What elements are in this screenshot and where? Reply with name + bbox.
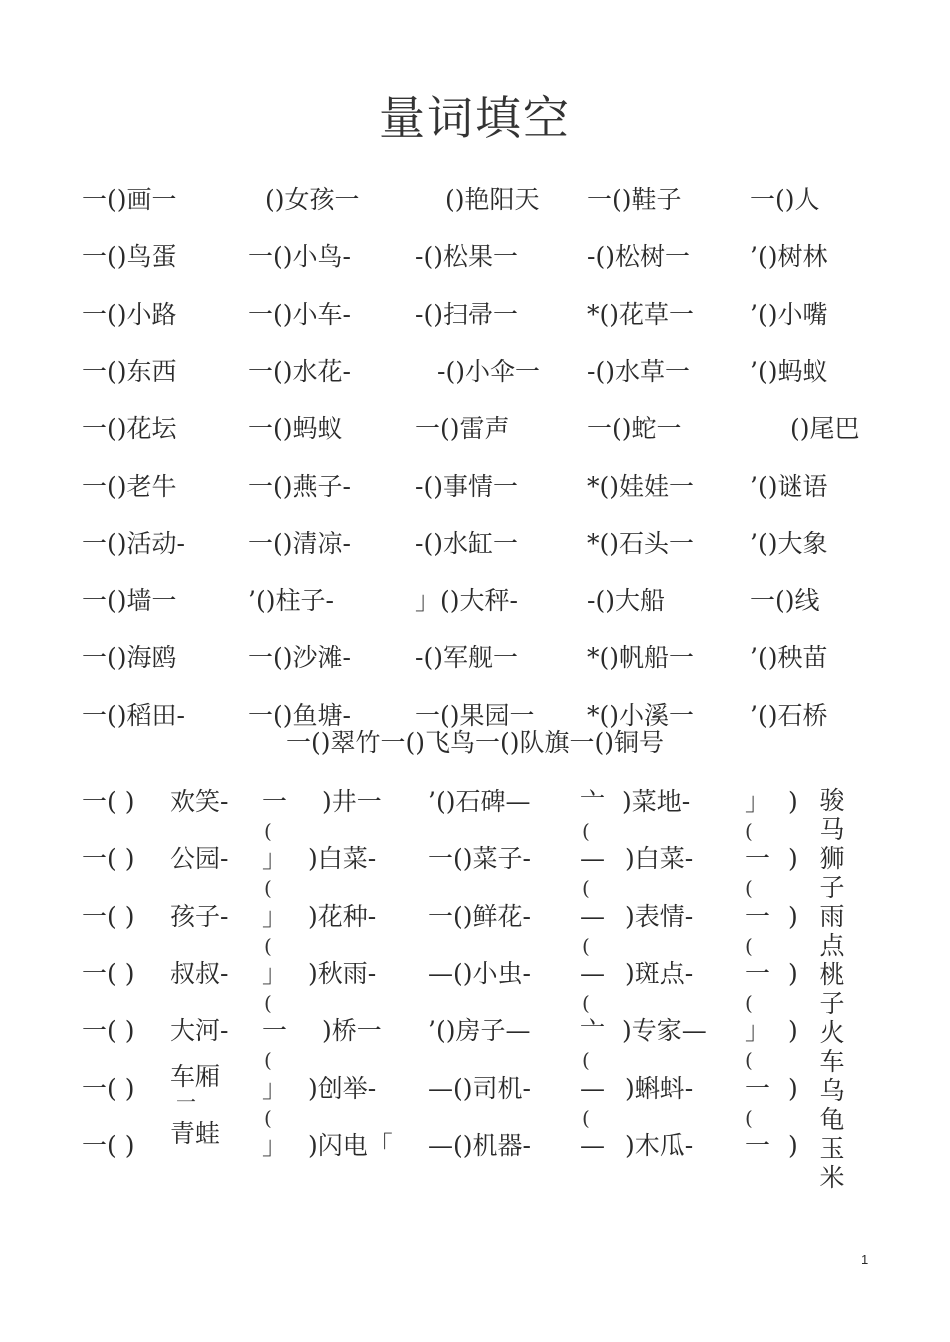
paren-fragment: ( [264, 819, 272, 843]
paren-fragment: ( [582, 876, 590, 901]
exercise-item: -()水草一 [587, 356, 690, 386]
exercise-item: -()事情一 [415, 471, 518, 501]
paren-fragment: ( [582, 990, 590, 1015]
exercise-row [0, 1118, 950, 1166]
exercise-item: -()水缸一 [415, 528, 518, 558]
exercise-row [0, 295, 950, 335]
page-title: 量词填空 [379, 91, 571, 145]
exercise-item: )斑点- [625, 958, 694, 988]
exercise-item: 一()东西 [82, 356, 177, 386]
exercise-item: *()帆船一 [587, 643, 695, 673]
exercise-item: *()石头一 [587, 528, 695, 558]
exercise-row [0, 954, 950, 1015]
paren-fragment: ( [582, 819, 590, 843]
page-number: 1 [861, 1252, 869, 1267]
exercise-item: 一 [262, 1016, 288, 1046]
vertical-char: 子 [819, 989, 845, 1018]
exercise-item: ’()柱子- [248, 586, 334, 616]
exercise-item: 一()鞋子 [587, 185, 682, 214]
exercise-item: 」 [262, 958, 288, 988]
exercise-item: -()小伞一 [437, 356, 540, 386]
exercise-item: 公园- [170, 844, 229, 874]
exercise-item: 车厢 [170, 1061, 221, 1091]
exercise-row [0, 581, 950, 621]
exercise-item: 一 [262, 787, 288, 816]
exercise-item: 一( ) [82, 844, 135, 874]
exercise-item: ’()房子— [428, 1016, 531, 1046]
exercise-item: ()艳阳天 [445, 185, 540, 214]
exercise-item: 一()活动- [82, 528, 185, 558]
exercise-item: 一()小车- [248, 299, 351, 329]
exercise-item: 一 [745, 1130, 771, 1160]
exercise-item: 一()稻田- [82, 700, 185, 730]
exercise-item: )白菜- [625, 844, 694, 874]
exercise-row [0, 782, 950, 843]
exercise-row [0, 352, 950, 392]
exercise-item: 一()小鸟- [248, 242, 351, 272]
exercise-item: — [580, 844, 605, 874]
exercise-row [0, 897, 950, 958]
exercise-item: *()娃娃一 [587, 471, 695, 501]
exercise-item: 」 [262, 1130, 288, 1160]
line-fragment: 一 [176, 1089, 196, 1114]
exercise-item: )闪电「 [308, 1130, 393, 1160]
exercise-item: 欢笑- [170, 787, 229, 816]
paren-fragment: ( [745, 1105, 753, 1130]
exercise-item: — [580, 1073, 605, 1103]
exercise-row [0, 524, 950, 564]
exercise-item: )创举- [308, 1073, 377, 1103]
exercise-item: 」 [745, 787, 771, 816]
paren-fragment: ( [582, 1048, 590, 1073]
exercise-item: 一()人 [750, 185, 820, 214]
exercise-item: 一()燕子- [248, 471, 351, 501]
exercise-item: 一()果园一 [415, 700, 535, 730]
exercise-row [0, 638, 950, 678]
vertical-char: 车 [819, 1047, 845, 1076]
exercise-row [0, 1011, 950, 1073]
exercise-item: 」 [745, 1016, 771, 1046]
paren-fragment: ( [745, 1048, 753, 1073]
exercise-item: —()小虫- [428, 958, 531, 988]
exercise-item: 一()菜子- [428, 844, 531, 874]
exercise-item: 青蛙 [170, 1118, 221, 1148]
exercise-item: )秋雨- [308, 958, 377, 988]
exercise-row [0, 237, 950, 277]
exercise-item: )白菜- [308, 844, 377, 874]
exercise-item: 一()鲜花- [428, 901, 531, 931]
vertical-char: 乌 [819, 1076, 845, 1105]
exercise-item: ) [788, 1016, 798, 1046]
exercise-item: 亠 [580, 1016, 606, 1046]
exercise-item: )菜地- [622, 787, 691, 816]
exercise-item: 一 [745, 958, 771, 988]
vertical-char: 桃 [819, 960, 845, 989]
exercise-item: -()军舰一 [415, 643, 518, 673]
exercise-item: )专家— [622, 1016, 707, 1046]
exercise-item: ) [788, 787, 798, 816]
exercise-item: 一()海鸥 [82, 643, 177, 673]
exercise-item: 一()老牛 [82, 471, 177, 501]
exercise-row [0, 180, 950, 220]
vertical-char: 雨 [819, 902, 845, 931]
exercise-item: -()扫帚一 [415, 299, 518, 329]
exercise-item: ) [788, 844, 798, 874]
exercise-item: )花种- [308, 901, 377, 931]
exercise-item: )木瓜- [625, 1130, 694, 1160]
exercise-item: 一()水花- [248, 356, 351, 386]
vertical-word-column [817, 786, 847, 1192]
exercise-item: -()大船 [587, 586, 665, 616]
exercise-row [0, 467, 950, 507]
exercise-item: ’()蚂蚁 [750, 356, 828, 386]
exercise-item: 一( ) [82, 901, 135, 931]
paren-fragment: ( [264, 1048, 272, 1073]
exercise-item: 一()蚂蚁 [248, 414, 343, 444]
exercise-row [0, 409, 950, 449]
exercise-item: ’()石碑— [428, 787, 531, 816]
paren-fragment: ( [264, 990, 272, 1015]
exercise-item: 叔叔- [170, 958, 229, 988]
vertical-char: 子 [819, 873, 845, 902]
exercise-item: 一()小路 [82, 299, 177, 329]
vertical-char: 狮 [819, 844, 845, 873]
exercise-item: 」 [262, 1073, 288, 1103]
exercise-item: 」 [262, 901, 288, 931]
exercise-item: 一()墙一 [82, 586, 177, 616]
exercise-item: -()松果一 [415, 242, 518, 272]
exercise-item: 一()雷声 [415, 414, 510, 444]
exercise-item: ) [788, 958, 798, 988]
exercise-item: 一( ) [82, 787, 135, 816]
exercise-item: )表情- [625, 901, 694, 931]
exercise-item: -()松树一 [587, 242, 690, 272]
exercise-item: ’()秧苗 [750, 643, 828, 673]
exercise-item: 一()花坛 [82, 414, 177, 444]
vertical-char: 火 [819, 1018, 845, 1047]
exercise-item: ’()树林 [750, 242, 828, 272]
exercise-item: 一()线 [750, 586, 820, 616]
exercise-item: ()女孩一 [265, 185, 360, 214]
exercise-item: 一()清凉- [248, 528, 351, 558]
paren-fragment: ( [745, 990, 753, 1015]
exercise-row [0, 839, 950, 901]
exercise-item: 」()大秤- [415, 586, 518, 616]
exercise-item: 一( ) [82, 1073, 135, 1103]
paren-fragment: ( [264, 1105, 272, 1130]
exercise-item: 一()鸟蛋 [82, 242, 177, 272]
exercise-item: 一 [745, 844, 771, 874]
paren-fragment: ( [264, 933, 272, 958]
exercise-item: 一()鱼塘- [248, 700, 351, 730]
exercise-item: — [580, 901, 605, 931]
paren-fragment: ( [745, 876, 753, 901]
paren-fragment: ( [264, 876, 272, 901]
exercise-item: ()尾巴 [790, 414, 860, 444]
exercise-item: ) [788, 901, 798, 931]
vertical-char: 米 [819, 1163, 845, 1192]
exercise-item: ) [788, 1073, 798, 1103]
exercise-item: 一 [745, 1073, 771, 1103]
exercise-item: —()司机- [428, 1073, 531, 1103]
vertical-char: 骏 [819, 786, 845, 815]
paren-fragment: ( [745, 819, 753, 843]
exercise-item: — [580, 1130, 605, 1160]
exercise-item: ) [788, 1130, 798, 1160]
middle-line: 一()翠竹一()飞鸟一()队旗一()铜号 [285, 728, 665, 757]
exercise-item: 一 [745, 901, 771, 931]
exercise-item: 一( ) [82, 958, 135, 988]
exercise-item: 一()蛇一 [587, 414, 682, 444]
paren-fragment: ( [745, 933, 753, 958]
exercise-item: 大河- [170, 1016, 229, 1046]
paren-fragment: ( [582, 933, 590, 958]
exercise-item: *()小溪一 [587, 700, 695, 730]
vertical-char: 玉 [819, 1134, 845, 1163]
exercise-item: )井一 [322, 787, 382, 816]
exercise-item: 亠 [580, 787, 606, 816]
exercise-item: ’()谜语 [750, 471, 828, 501]
paren-fragment: ( [582, 1105, 590, 1130]
vertical-char: 龟 [819, 1105, 845, 1134]
exercise-item: 一( ) [82, 1016, 135, 1046]
exercise-item: 一()沙滩- [248, 643, 351, 673]
exercise-item: ’()小嘴 [750, 299, 828, 329]
exercise-item: 一()画一 [82, 185, 177, 214]
exercise-item: 」 [262, 844, 288, 874]
vertical-char: 点 [819, 931, 845, 960]
exercise-item: ’()石桥 [750, 700, 828, 730]
exercise-item: )桥一 [322, 1016, 382, 1046]
exercise-item: 孩子- [170, 901, 229, 931]
exercise-row [0, 1061, 950, 1130]
exercise-item: — [580, 958, 605, 988]
exercise-item: 一( ) [82, 1130, 135, 1160]
exercise-item: ’()大象 [750, 528, 828, 558]
vertical-char: 马 [819, 815, 845, 844]
exercise-item: )蝌蚪- [625, 1073, 694, 1103]
exercise-item: *()花草一 [587, 299, 695, 329]
exercise-item: —()机器- [428, 1130, 531, 1160]
